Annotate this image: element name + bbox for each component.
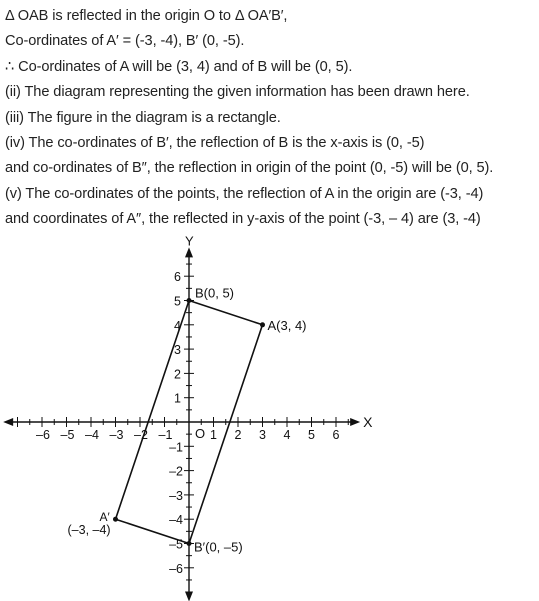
x-tick-label: –5	[60, 428, 75, 442]
x-tick-label: 6	[332, 428, 340, 442]
point-a	[260, 322, 265, 327]
point-a-prime	[113, 517, 118, 522]
x-tick-label: 4	[283, 428, 291, 442]
y-tick-label: –5	[169, 537, 183, 552]
point-b-prime	[187, 541, 192, 546]
solution-line-3: ∴ Co-ordinates of A will be (3, 4) and of B will be (0, 5).	[5, 58, 353, 75]
x-tick-label: 2	[234, 428, 242, 442]
point-label-a-prime: A′	[99, 510, 110, 525]
point-label-b: B(0, 5)	[195, 285, 235, 301]
y-tick-label: 2	[174, 367, 181, 382]
solution-line-4: (ii) The diagram representing the given information has been drawn here.	[5, 84, 470, 101]
solution-line-6: (iv) The co-ordinates of B′, the reflection of B is the x-axis is (0, -5)	[5, 135, 425, 152]
x-axis-arrow-right	[350, 418, 360, 426]
origin-label: O	[195, 426, 206, 441]
point-label-a: A(3, 4)	[267, 317, 307, 333]
y-tick-label: –3	[169, 488, 183, 503]
x-tick-label: –3	[109, 428, 124, 442]
x-axis-label: X	[363, 414, 373, 430]
x-axis-arrow-left	[3, 418, 13, 426]
y-axis-label: Y	[185, 233, 194, 249]
solution-line-8: (v) The co-ordinates of the points, the reflection of A in the origin are (-3, -4)	[5, 185, 484, 202]
y-tick-label: –1	[169, 440, 183, 455]
x-tick-label: 3	[259, 428, 266, 442]
solution-line-2: Co-ordinates of A′ = (-3, -4), B′ (0, -5).	[5, 33, 245, 50]
y-axis-arrow-up	[185, 247, 193, 257]
y-tick-label: 3	[174, 343, 181, 358]
x-tick-label: –6	[36, 428, 50, 442]
point-label-a-prime-coords: (–3, –4)	[67, 523, 111, 538]
y-tick-label: 1	[174, 391, 181, 406]
solution-line-7: and co-ordinates of B″, the reflection in origin of the point (0, -5) will be (0, 5).	[5, 160, 494, 177]
point-b	[187, 298, 192, 303]
y-tick-label: 6	[174, 270, 181, 285]
y-tick-label: 5	[174, 294, 181, 309]
x-tick-label: –4	[85, 428, 99, 442]
y-tick-label: –2	[169, 464, 183, 479]
x-tick-label: –1	[158, 428, 173, 442]
x-tick-label: 5	[308, 428, 315, 442]
x-tick-label: –2	[134, 428, 148, 442]
y-tick-label: –6	[169, 561, 183, 576]
x-tick-label: 1	[210, 428, 217, 442]
solution-line-1: Δ OAB is reflected in the origin O to Δ OA′B′,	[5, 8, 288, 24]
y-tick-label: 4	[174, 318, 181, 333]
point-label-b-prime: B′(0, –5)	[194, 539, 243, 555]
solution-line-5: (iii) The figure in the diagram is a rectangle.	[5, 109, 281, 126]
solution-line-9: and coordinates of A″, the reflected in y-axis of the point (-3, – 4) are (3, -4)	[5, 211, 481, 228]
y-tick-label: –4	[169, 513, 183, 528]
